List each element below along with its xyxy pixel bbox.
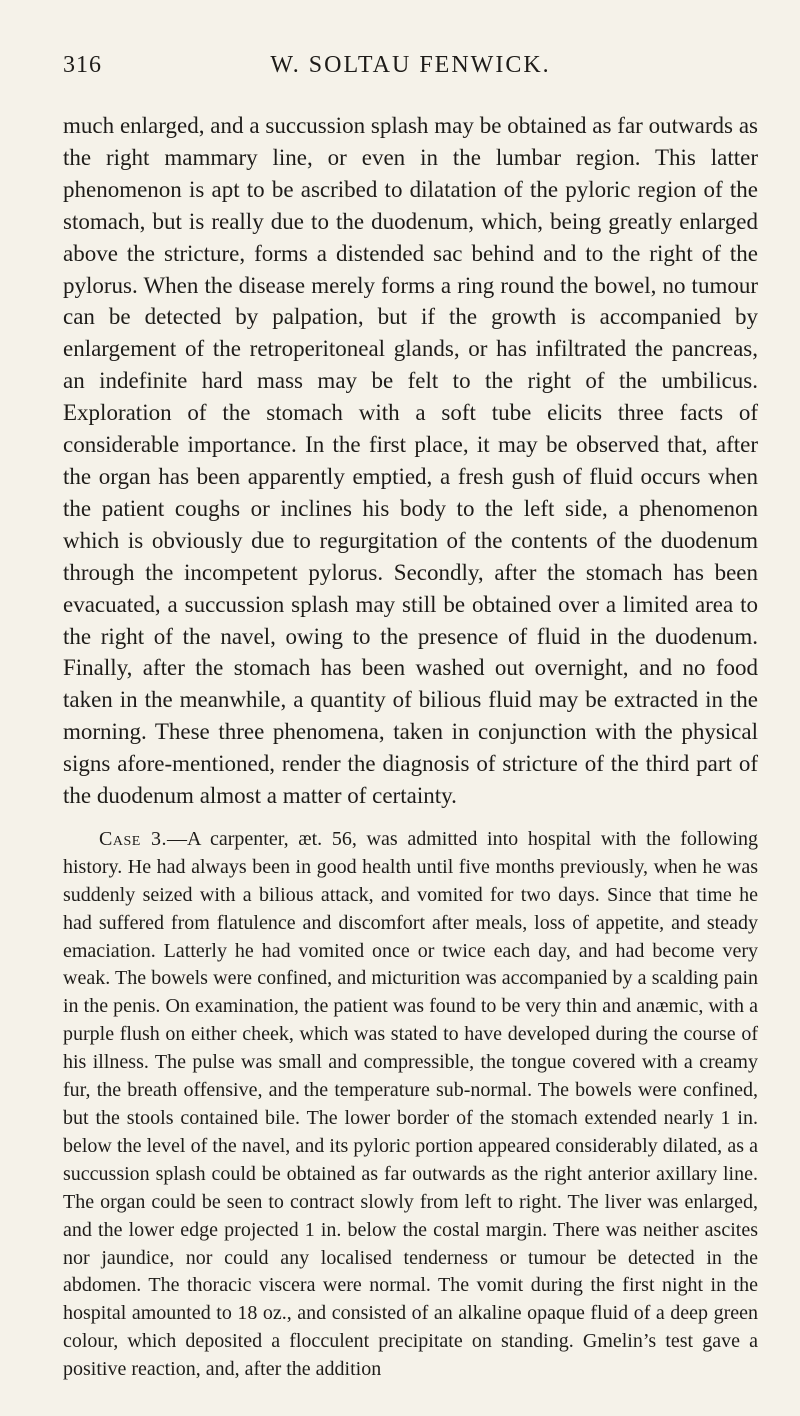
body-text xyxy=(63,110,758,1384)
case-text: —A carpenter, æt. 56, was admitted into hospital with the following history. He had always been in good health until five months previously, when he was suddenly seized with a bilious attack, and vomited for two days. Since that time he had suffered from flatulence and discomfort after meals, loss of appetite, and steady emaciation. Latterly he had vomited once or twice each day, and had become very weak. The bowels were confined, and micturition was accompanied by a scalding pain in the penis. On examination, the patient was found to be very thin and anæmic, with a purple flush on either cheek, which was stated to have developed during the course of his illness. The pulse was small and compressible, the tongue covered with a creamy fur, the breath offensive, and the temperature sub-normal. The bowels were confined, but the stools contained bile. The lower border of the stomach extended nearly 1 in. below the level of the navel, and its pyloric portion appeared considerably dilated, as a succussion splash could be obtained as far outwards as the right anterior axillary line. The organ could be seen to contract slowly from left to right. The liver was enlarged, and the lower edge projected 1 in. below the costal margin. There was neither ascites nor jaundice, nor could any localised tenderness or tumour be detected in the abdomen. The thoracic viscera were normal. The vomit during the first night in the hospital amounted to 18 oz., and consisted of an alkaline opaque fluid of a deep green colour, which deposited a flocculent precipitate on standing. Gmelin’s test gave a positive reaction, and, after the addition xyxy=(63,827,758,1381)
running-title: W. SOLTAU FENWICK. xyxy=(270,52,551,78)
running-head xyxy=(63,44,758,84)
case-paragraph xyxy=(63,826,758,1384)
paragraph-continued: much enlarged, and a succussion splash may be obtained as far outwards as the right mammary line, or even in the lumbar region. This latter phenomenon is apt to be ascribed to dilatation of the pyloric region of the stomach, but is really due to the duodenum, which, being greatly enlarged above the stricture, forms a distended sac behind and to the right of the pylorus. When the disease merely forms a ring round the bowel, no tumour can be detected by palpation, but if the growth is accompanied by enlargement of the retroperitoneal glands, or has infiltrated the pancreas, an indefinite hard mass may be felt to the right of the umbilicus. Exploration of the stomach with a soft tube elicits three facts of considerable importance. In the first place, it may be observed that, after the organ has been apparently emptied, a fresh gush of fluid occurs when the patient coughs or inclines his body to the left side, a phenomenon which is obviously due to regurgitation of the contents of the duodenum through the incompetent pylorus. Secondly, after the stomach has been evacuated, a succussion splash may still be obtained over a limited area to the right of the navel, owing to the presence of fluid in the duodenum. Finally, after the stomach has been washed out overnight, and no food taken in the meanwhile, a quantity of bilious fluid may be extracted in the morning. These three phenomena, taken in conjunction with the physical signs afore-mentioned, render the diagnosis of stricture of the third part of the duodenum almost a matter of certainty. xyxy=(63,113,758,809)
page-number: 316 xyxy=(63,52,102,78)
case-label: Case 3. xyxy=(99,827,167,850)
